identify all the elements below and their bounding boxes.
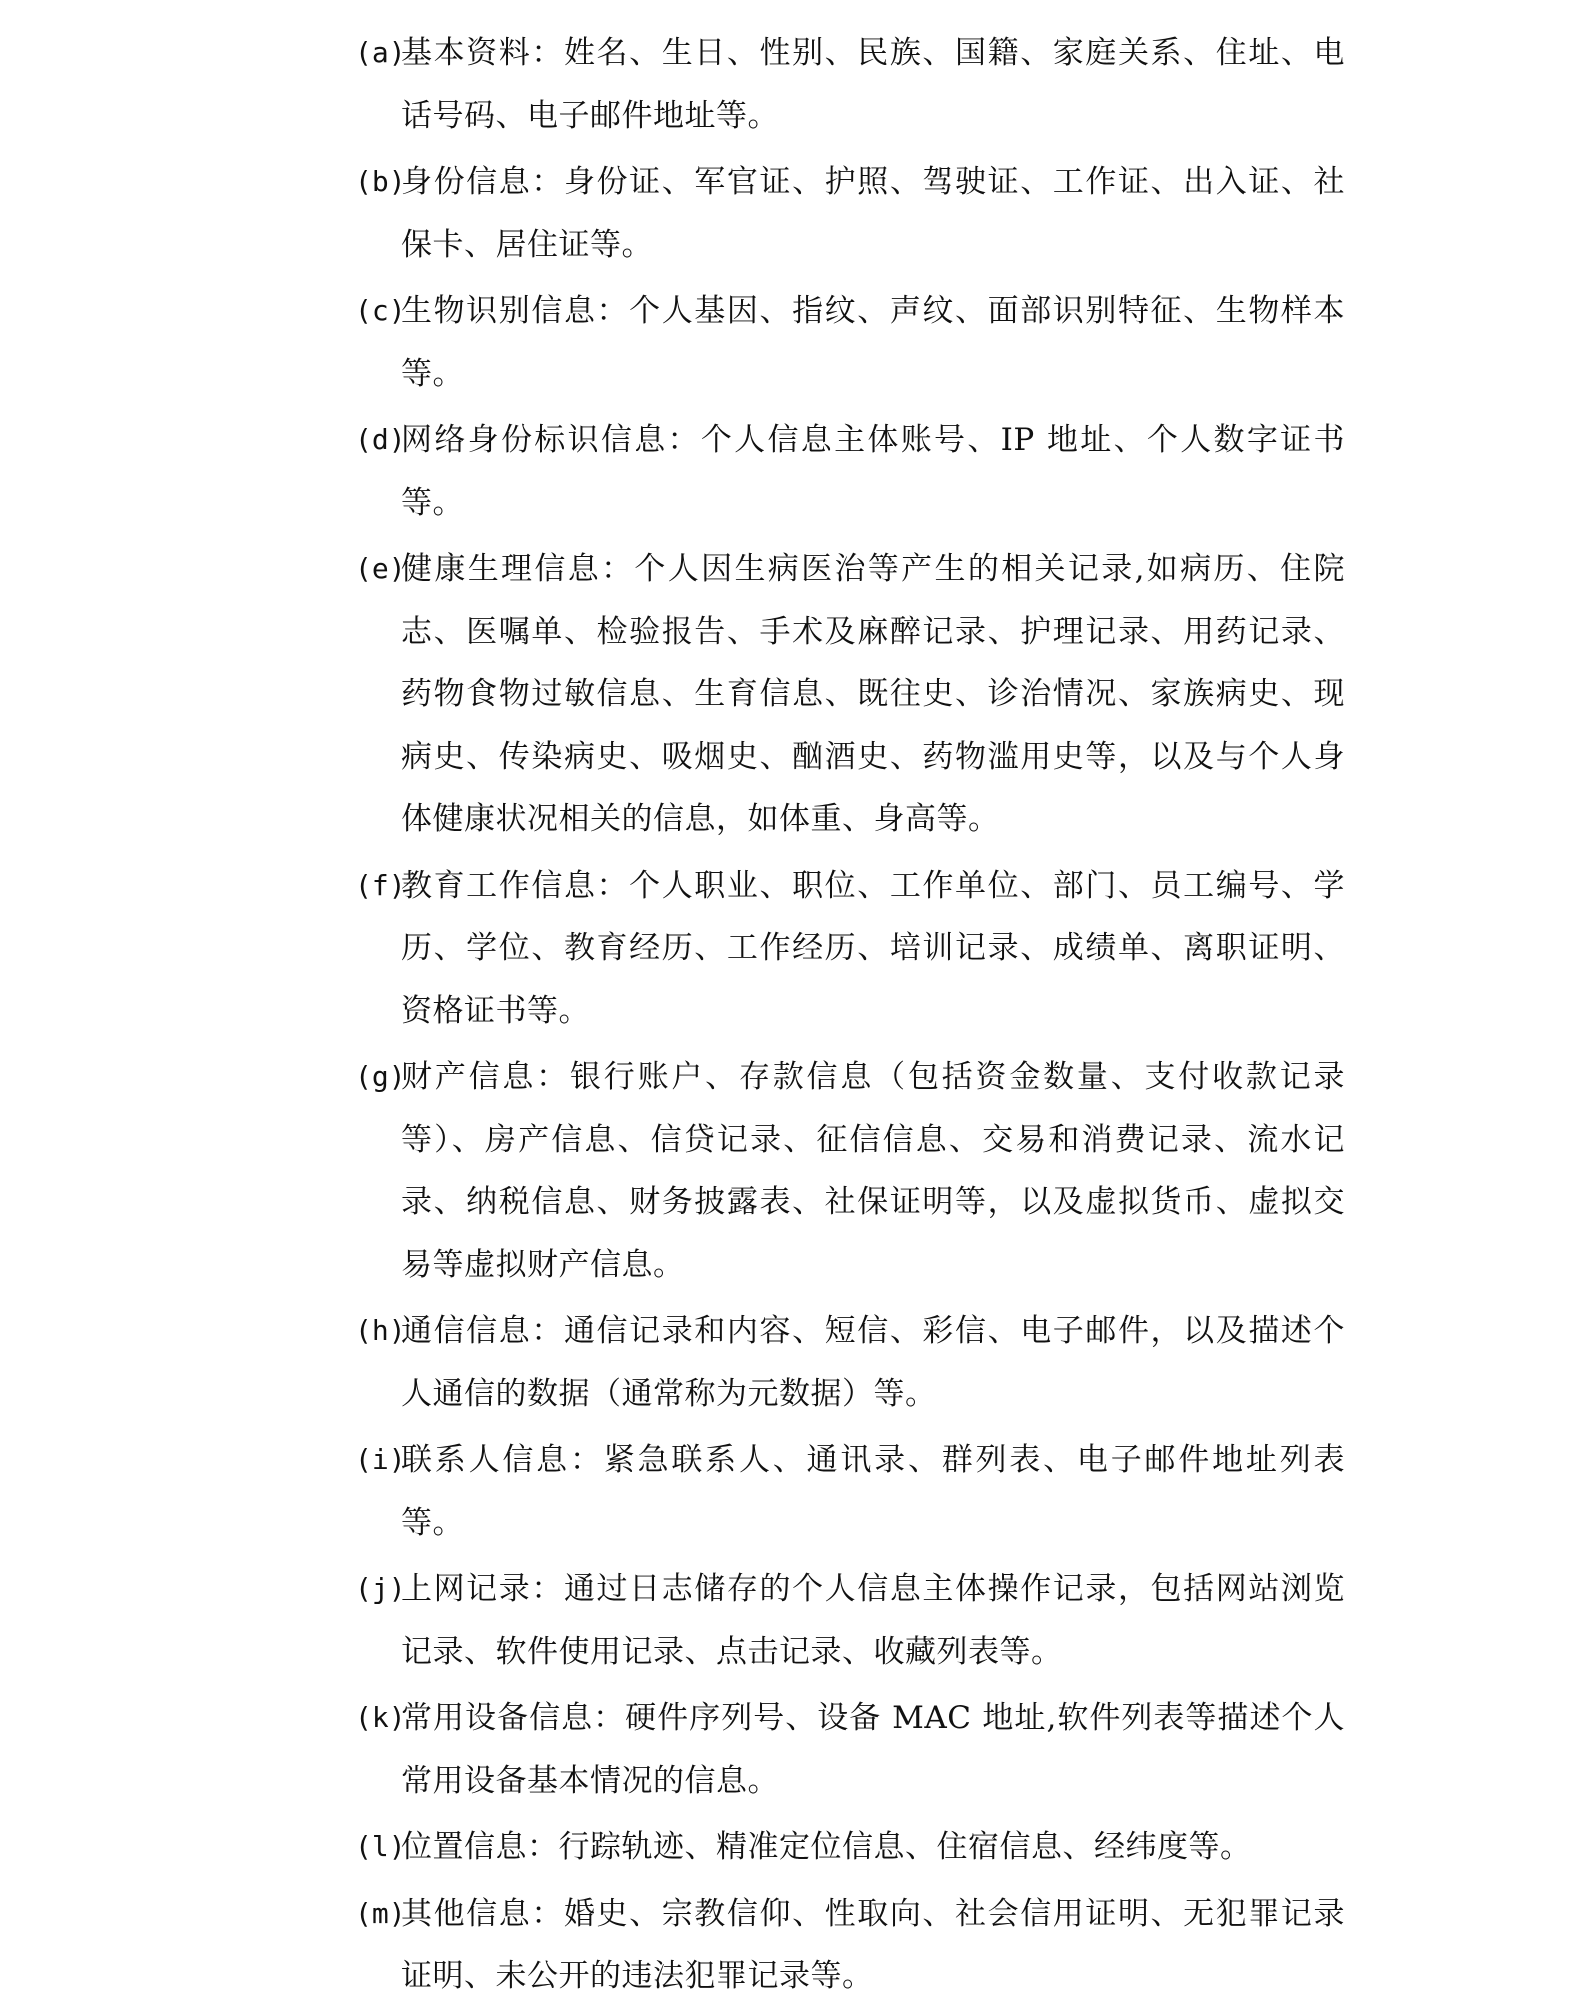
item-text: 基本资料：姓名、生日、性别、民族、国籍、家庭关系、住址、电话号码、电子邮件地址等。: [401, 35, 1345, 134]
list-item: [355, 1883, 1345, 2008]
item-marker: (m): [355, 1896, 406, 1930]
list-item: [355, 22, 1345, 147]
item-text: 常用设备信息：硬件序列号、设备 MAC 地址,软件列表等描述个人常用设备基本情况的信息。: [401, 1700, 1345, 1799]
item-marker: (e): [355, 552, 406, 585]
list-item: [355, 1046, 1345, 1296]
item-text: 财产信息：银行账户、存款信息（包括资金数量、支付收款记录等）、房产信息、信贷记录、征信信息、交易和消费记录、流水记录、纳税信息、财务披露表、社保证明等，以及虚拟货币、虚拟交易等虚拟财产信息。: [401, 1059, 1345, 1283]
list-item: [355, 1687, 1345, 1812]
list-item: [355, 855, 1345, 1043]
item-marker: (j): [355, 1572, 406, 1605]
list-item: [355, 280, 1345, 405]
item-text: 上网记录：通过日志储存的个人信息主体操作记录，包括网站浏览记录、软件使用记录、点击记录、收藏列表等。: [401, 1571, 1345, 1670]
item-marker: (l): [355, 1830, 406, 1863]
list-item: [355, 1429, 1345, 1554]
item-marker: (a): [355, 36, 406, 69]
item-text: 健康生理信息：个人因生病医治等产生的相关记录,如病历、住院志、医嘱单、检验报告、手术及麻醉记录、护理记录、用药记录、药物食物过敏信息、生育信息、既往史、诊治情况、家族病史、现病史、传染病史、吸烟史、酗酒史、药物滥用史等，以及与个人身体健康状况相关的信息，如体重、身高等。: [401, 551, 1345, 837]
item-marker: (f): [355, 868, 406, 902]
item-text: 教育工作信息：个人职业、职位、工作单位、部门、员工编号、学历、学位、教育经历、工作经历、培训记录、成绩单、离职证明、资格证书等。: [401, 867, 1345, 1029]
list-item: [355, 1816, 1345, 1879]
personal-info-category-list: [355, 22, 1345, 2012]
item-marker: (b): [355, 165, 406, 198]
list-item: [355, 1558, 1345, 1683]
list-item: [355, 538, 1345, 851]
item-text: 通信信息：通信记录和内容、短信、彩信、电子邮件，以及描述个人通信的数据（通常称为元数据）等。: [401, 1313, 1345, 1412]
list-item: [355, 409, 1345, 534]
item-marker: (h): [355, 1314, 406, 1347]
item-text: 生物识别信息：个人基因、指纹、声纹、面部识别特征、生物样本等。: [401, 293, 1345, 392]
item-marker: (c): [355, 294, 406, 327]
list-item: [355, 151, 1345, 276]
item-marker: (k): [355, 1701, 406, 1734]
item-text: 其他信息：婚史、宗教信仰、性取向、社会信用证明、无犯罪记录证明、未公开的违法犯罪记录等。: [401, 1895, 1345, 1994]
item-text: 网络身份标识信息：个人信息主体账号、IP 地址、个人数字证书等。: [401, 422, 1345, 521]
item-marker: (i): [355, 1443, 406, 1476]
item-marker: (g): [355, 1060, 406, 1093]
item-text: 身份信息：身份证、军官证、护照、驾驶证、工作证、出入证、社保卡、居住证等。: [401, 164, 1345, 263]
list-item: [355, 1300, 1345, 1425]
item-text: 联系人信息：紧急联系人、通讯录、群列表、电子邮件地址列表等。: [401, 1442, 1345, 1541]
item-text: 位置信息：行踪轨迹、精准定位信息、住宿信息、经纬度等。: [401, 1829, 1252, 1865]
item-marker: (d): [355, 423, 406, 456]
